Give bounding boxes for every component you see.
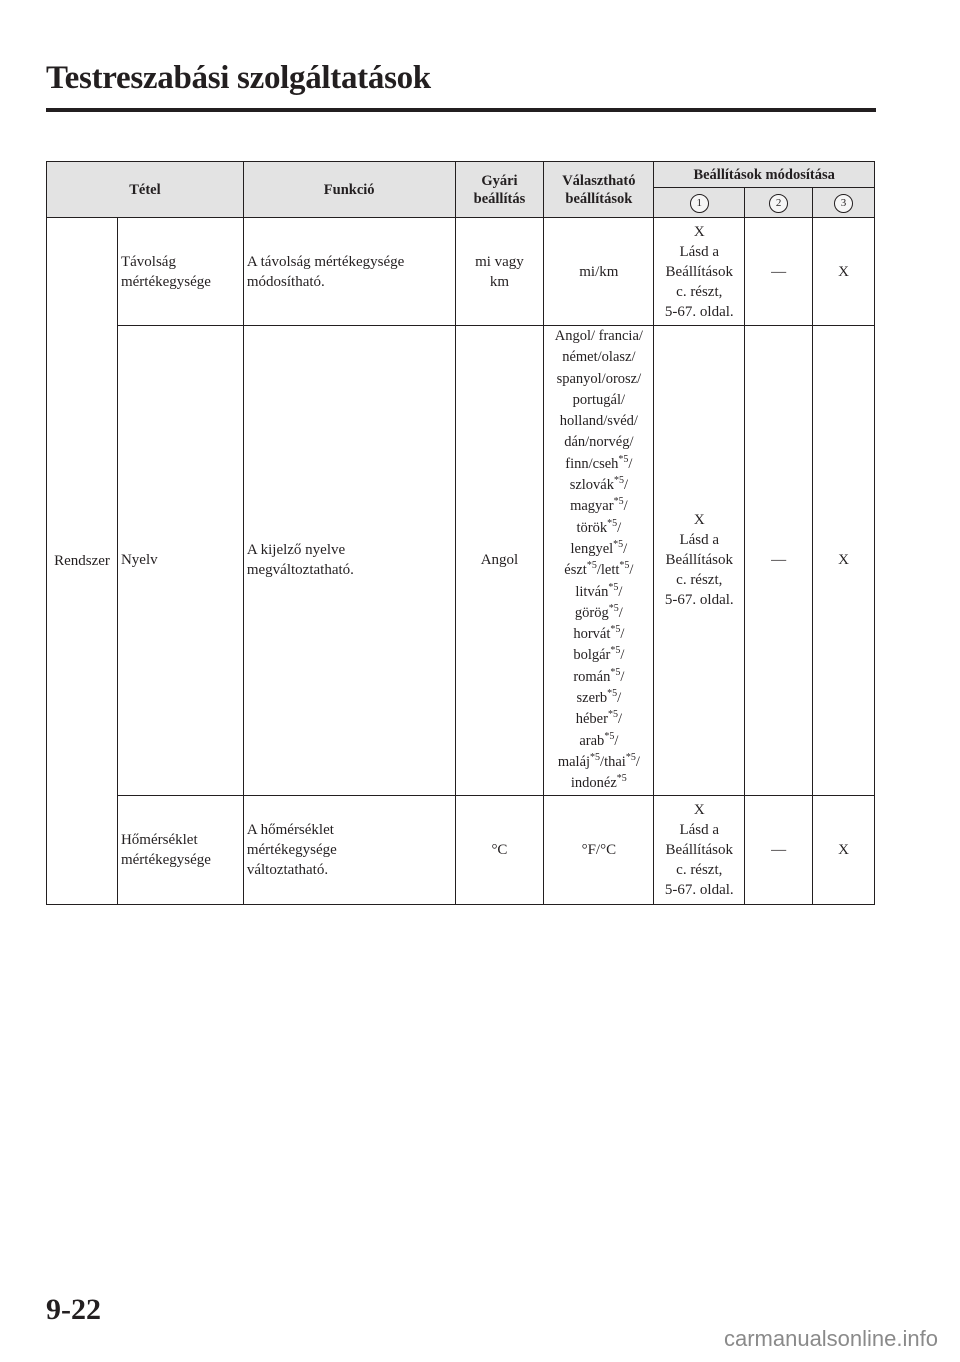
footnote-marker: *5 [613,496,624,508]
function-cell: A kijelző nyelve megváltoztatható. [243,326,455,796]
language-text: litván [575,583,609,600]
language-text: / [614,732,619,749]
language-text: román [573,668,611,685]
factory-cell: °C [455,795,544,904]
footnote-marker: *5 [625,751,636,763]
language-text: / [623,540,628,557]
selectable-cell [544,326,654,796]
footnote-marker: *5 [619,560,630,572]
language-option-line [547,624,650,645]
language-option-line [547,582,650,603]
footnote-marker: *5 [616,773,627,785]
function-cell: A hőmérséklet mértékegysége változtatható. [243,795,455,904]
language-text: / [620,668,625,685]
footnote-marker: *5 [613,538,624,550]
language-text: finn/cseh [565,455,619,472]
header-selectable: Választható beállítások [544,162,654,218]
language-option-line [547,475,650,496]
language-option-line [547,560,650,581]
language-text: / [618,604,623,621]
language-text: / [620,647,625,664]
language-option-line [547,518,650,539]
modify-col-3-cell: X [813,326,875,796]
language-text: lengyel [570,540,614,557]
language-text: / [617,690,622,707]
header-modify-col-2 [745,188,813,218]
group-cell: Rendszer [47,218,118,905]
footnote-marker: *5 [607,709,618,721]
item-cell: Nyelv [117,326,243,796]
language-option-line [547,454,650,475]
language-text: / [628,455,633,472]
page-title: Testreszabási szolgáltatások [46,60,431,96]
header-function: Funkció [243,162,455,218]
language-option-line [547,731,650,752]
language-text: /thai [600,753,626,770]
language-option-line [547,326,650,347]
header-modify-col-3 [813,188,875,218]
language-text: bolgár [573,647,611,664]
modify-col-1-cell: X Lásd a Beállítások c. részt, 5-67. oldal. [654,326,745,796]
table-row [47,795,875,904]
table-row [47,326,875,796]
modify-col-1-cell: X Lásd a Beállítások c. részt, 5-67. oldal. [654,218,745,326]
header-item: Tétel [47,162,244,218]
modify-col-3-cell: X [813,795,875,904]
footnote-marker: *5 [610,624,621,636]
language-option-line [547,709,650,730]
language-text: Angol/ francia/ [554,328,643,344]
selectable-cell: °F/°C [544,795,654,904]
language-option-line [547,347,650,368]
factory-cell: Angol [455,326,544,796]
page-number: 9-22 [46,1293,101,1326]
language-option-line [547,369,650,390]
language-option-line [547,390,650,411]
language-text: / [620,626,625,643]
language-text: szlovák [569,477,614,494]
language-text: / [617,519,622,536]
language-text: portugál/ [572,391,626,408]
selectable-cell: mi/km [544,218,654,326]
language-text: német/olasz/ [562,349,636,366]
footnote-marker: *5 [610,645,621,657]
modify-col-2-cell: — [745,218,813,326]
factory-cell: mi vagy km [455,218,544,326]
language-option-line [547,688,650,709]
language-option-line [547,773,650,794]
footnote-marker: *5 [608,581,619,593]
language-text: / [635,753,640,770]
circled-number-2-icon: 2 [769,194,788,213]
modify-col-2-cell: — [745,795,813,904]
modify-col-2-cell: — [745,326,813,796]
language-text: arab [579,732,605,749]
watermark: carmanualsonline.info [723,1326,938,1351]
language-text: / [629,562,634,579]
footnote-marker: *5 [610,666,621,678]
circled-number-3-icon: 3 [834,194,853,213]
language-option-line [547,539,650,560]
circled-number-1-icon: 1 [690,194,709,213]
language-option-line [547,645,650,666]
language-text: / [618,583,623,600]
language-text: / [617,711,622,728]
language-text: héber [575,711,608,728]
footnote-marker: *5 [607,517,618,529]
footnote-marker: *5 [613,475,624,487]
function-cell: A távolság mértékegysége módosítható. [243,218,455,326]
item-cell: Hőmérséklet mértékegysége [117,795,243,904]
language-text: magyar [570,498,614,515]
language-text: török [576,519,608,536]
item-cell: Távolság mértékegysége [117,218,243,326]
footnote-marker: *5 [590,751,601,763]
language-option-line [547,432,650,453]
language-option-line [547,496,650,517]
settings-table [46,161,875,905]
header-modify-col-1 [654,188,745,218]
language-text: spanyol/orosz/ [556,370,642,387]
footnote-marker: *5 [608,602,619,614]
language-text: maláj [557,753,591,770]
language-text: holland/svéd/ [559,413,638,430]
language-text: görög [574,604,609,621]
footnote-marker: *5 [618,453,629,465]
footnote-marker: *5 [586,560,597,572]
language-text: szerb [576,690,608,707]
language-option-line [547,667,650,688]
language-option-line [547,411,650,432]
modify-col-3-cell: X [813,218,875,326]
language-option-line [547,752,650,773]
language-option-line [547,603,650,624]
language-text: / [623,477,629,494]
language-text: észt [564,562,587,579]
header-factory: Gyári beállítás [455,162,544,218]
language-text: dán/norvég/ [564,434,634,451]
header-modify: Beállítások módosítása [654,162,875,188]
table-row [47,218,875,326]
language-text: horvát [573,626,611,643]
modify-col-1-cell: X Lásd a Beállítások c. részt, 5-67. oldal. [654,795,745,904]
language-text: /lett [596,562,620,579]
title-divider [46,108,876,112]
footnote-marker: *5 [604,730,615,742]
footnote-marker: *5 [607,688,618,700]
language-text: / [623,498,628,515]
language-text: indonéz [570,775,617,792]
